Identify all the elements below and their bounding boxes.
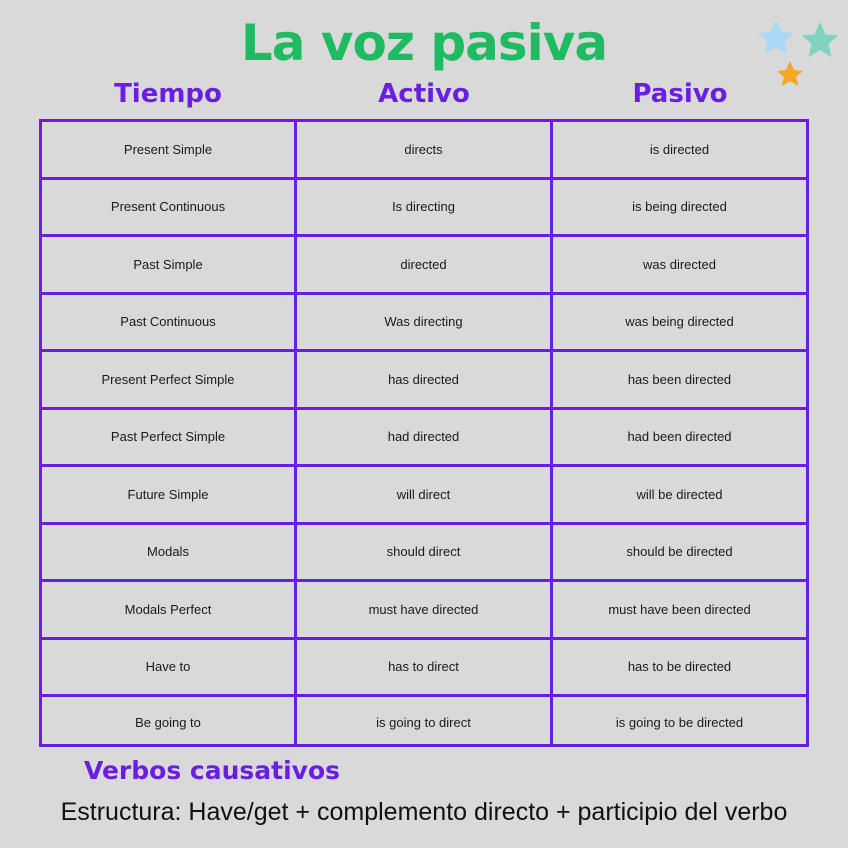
tense-cell: Modals	[42, 525, 297, 583]
voice-table	[39, 119, 809, 747]
active-cell: Is directing	[297, 180, 553, 238]
column-header-tiempo: Tiempo	[114, 79, 222, 109]
star-icon	[758, 20, 794, 54]
passive-cell: was being directed	[553, 295, 806, 353]
passive-cell: should be directed	[553, 525, 806, 583]
active-cell: must have directed	[297, 582, 553, 640]
passive-cell: must have been directed	[553, 582, 806, 640]
tense-cell: Past Continuous	[42, 295, 297, 353]
tense-cell: Modals Perfect	[42, 582, 297, 640]
active-cell: had directed	[297, 410, 553, 468]
structure-text: Estructura: Have/get + complemento directo + participio del verbo	[60, 798, 788, 826]
tense-cell: Present Simple	[42, 122, 297, 180]
active-cell: directs	[297, 122, 553, 180]
passive-cell: had been directed	[553, 410, 806, 468]
active-cell: Was directing	[297, 295, 553, 353]
tense-cell: Past Perfect Simple	[42, 410, 297, 468]
passive-cell: is being directed	[553, 180, 806, 238]
active-cell: is going to direct	[297, 697, 553, 747]
tense-cell: Present Perfect Simple	[42, 352, 297, 410]
active-cell: directed	[297, 237, 553, 295]
column-header-pasivo: Pasivo	[632, 79, 728, 109]
passive-cell: is directed	[553, 122, 806, 180]
star-icon	[802, 22, 838, 57]
tense-cell: Past Simple	[42, 237, 297, 295]
causative-verbs-heading: Verbos causativos	[84, 756, 341, 785]
tense-cell: Be going to	[42, 697, 297, 747]
active-cell: has directed	[297, 352, 553, 410]
passive-cell: was directed	[553, 237, 806, 295]
column-header-activo: Activo	[378, 79, 470, 109]
tense-cell: Future Simple	[42, 467, 297, 525]
active-cell: should direct	[297, 525, 553, 583]
active-cell: will direct	[297, 467, 553, 525]
active-cell: has to direct	[297, 640, 553, 698]
passive-cell: has to be directed	[553, 640, 806, 698]
passive-cell: has been directed	[553, 352, 806, 410]
passive-cell: will be directed	[553, 467, 806, 525]
page-title: La voz pasiva	[240, 14, 608, 72]
passive-cell: is going to be directed	[615, 714, 744, 730]
tense-cell: Have to	[42, 640, 297, 698]
tense-cell: Present Continuous	[42, 180, 297, 238]
